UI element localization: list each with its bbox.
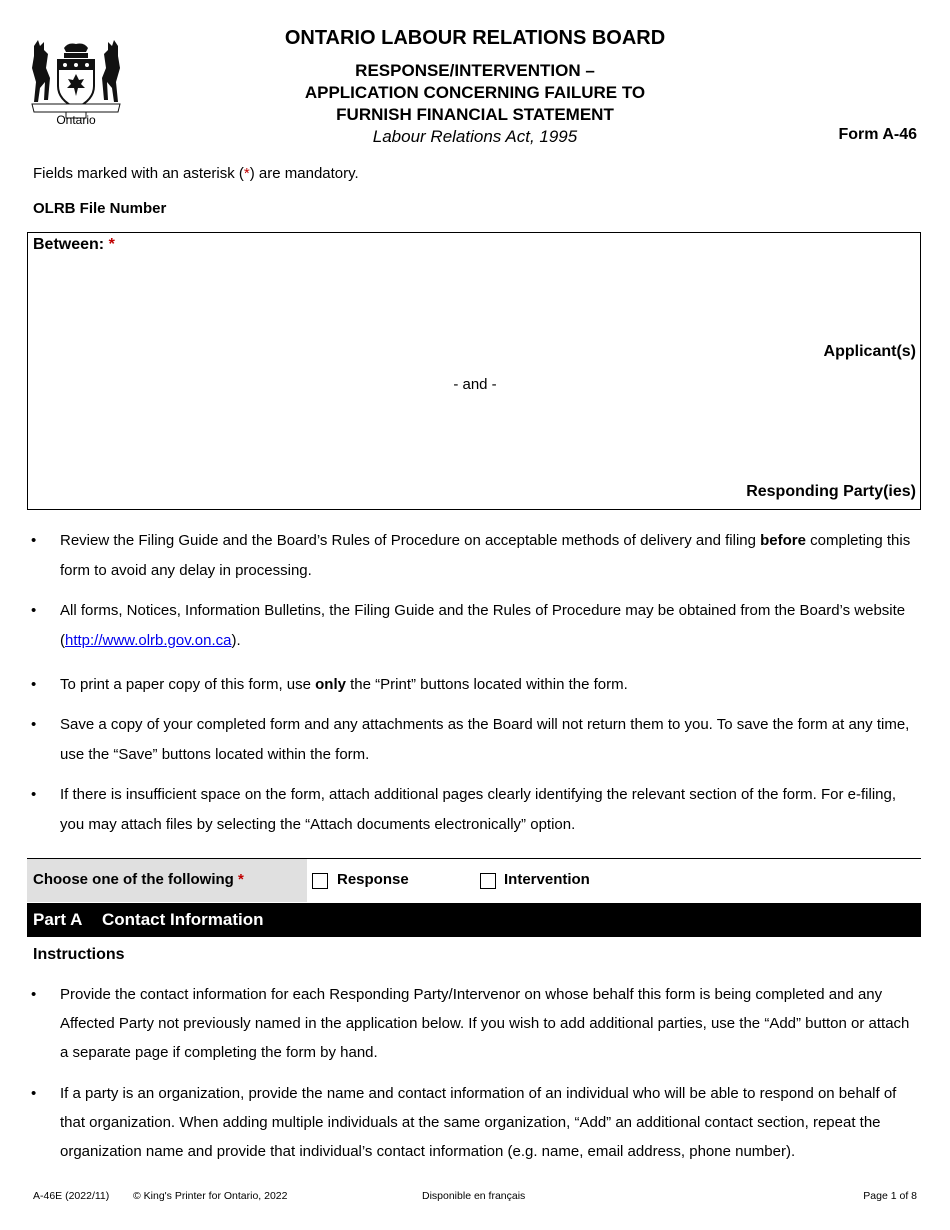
form-title-line2: APPLICATION CONCERNING FAILURE TO: [304, 83, 646, 102]
board-name: ONTARIO LABOUR RELATIONS BOARD: [284, 27, 666, 49]
footer-french-available: Disponible en français: [422, 1190, 526, 1202]
file-number-label: OLRB File Number: [33, 200, 167, 217]
olrb-website-link[interactable]: http://www.olrb.gov.on.ca: [65, 632, 232, 649]
part-a-label: Part A: [33, 910, 83, 929]
between-label: Between: *: [33, 236, 115, 253]
footer-form-code: A-46E (2022/11): [33, 1190, 110, 1202]
and-separator: - and -: [453, 376, 497, 393]
bullet-filing-guide: Review the Filing Guide and the Board’s Rules of Procedure on acceptable methods of delivery and filing before completing this form to avoid any delay in processing.: [60, 532, 911, 579]
response-checkbox[interactable]: [312, 873, 328, 889]
applicant-label: Applicant(s): [823, 343, 916, 360]
instruction-organization: If a party is an organization, provide the name and contact information of an individual who will be able to respond on behalf of that organization. When adding multiple individuals at the same organization, “Add” an additional contact section, repeat the organization name and provide that individual’s contact information (e.g. name, email address, phone number).: [60, 1085, 897, 1160]
intervention-label: Intervention: [504, 871, 590, 888]
form-number: Form A-46: [838, 126, 917, 143]
asterisk: *: [243, 165, 250, 182]
footer-page-number: Page 1 of 8: [863, 1190, 917, 1202]
form-title-line1: RESPONSE/INTERVENTION –: [355, 61, 595, 80]
bullet-insufficient-space: If there is insufficient space on the form, attach additional pages clearly identifying the relevant section of the form. For e-filing, you may attach files by selecting the “Attach documents electronically” option.: [60, 786, 897, 833]
asterisk: *: [238, 871, 244, 888]
bullet-marker: •: [31, 532, 37, 549]
responding-party-label: Responding Party(ies): [746, 483, 916, 500]
response-label: Response: [337, 871, 409, 888]
logo-caption: Ontario: [56, 113, 96, 127]
bullet-print: To print a paper copy of this form, use only the “Print” buttons located within the form.: [60, 676, 628, 693]
between-field[interactable]: [27, 232, 921, 510]
instruction-contact-info: Provide the contact information for each Responding Party/Intervenor on whose behalf this form is being completed and any Affected Party not previously named in the application below. If you wish to add additional parties, use the “Add” button or attach a separate page if completing the form by hand.: [60, 986, 910, 1061]
form-title-line3: FURNISH FINANCIAL STATEMENT: [336, 105, 614, 124]
bullet-marker: •: [31, 786, 37, 803]
intervention-checkbox[interactable]: [480, 873, 496, 889]
part-a-title: Contact Information: [102, 910, 264, 929]
mandatory-note: Fields marked with an asterisk (*) are mandatory.: [33, 165, 359, 182]
bullet-save: Save a copy of your completed form and any attachments as the Board will not return them to you. To save the form at any time, use the “Save” buttons located within the form.: [60, 716, 910, 763]
footer-copyright: © King's Printer for Ontario, 2022: [133, 1190, 288, 1202]
bullet-marker: •: [31, 676, 37, 693]
bullet-marker: •: [31, 602, 37, 619]
bullet-forms-website: All forms, Notices, Information Bulletins, the Filing Guide and the Rules of Procedure may be obtained from the Board’s website (http://www.olrb.gov.on.ca).: [60, 602, 906, 649]
bullet-marker: •: [31, 1085, 37, 1102]
instructions-heading: Instructions: [33, 946, 125, 963]
bullet-marker: •: [31, 986, 37, 1003]
asterisk: *: [108, 236, 115, 253]
bullet-marker: •: [31, 716, 37, 733]
act-name: Labour Relations Act, 1995: [372, 127, 578, 146]
choose-label: Choose one of the following *: [33, 871, 244, 888]
